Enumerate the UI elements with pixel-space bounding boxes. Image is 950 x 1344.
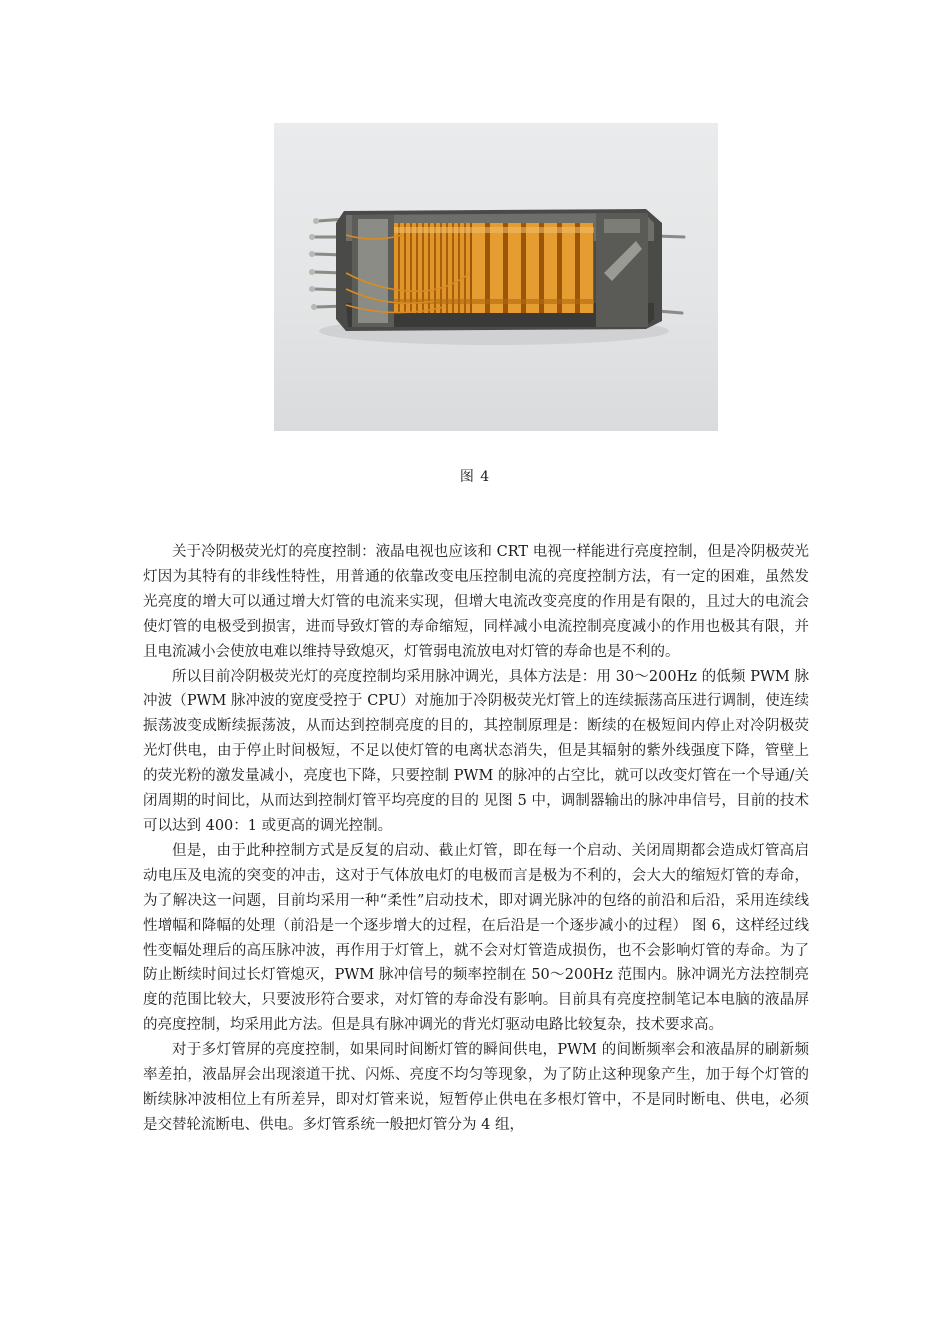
article-body xyxy=(143,540,809,1138)
paragraph: 对于多灯管屏的亮度控制，如果同时间断灯管的瞬间供电，PWM 的间断频率会和液晶屏的刷新频率差拍，液晶屏会出现滚道干扰、闪烁、亮度不均匀等现象，为了防止这种现象产生，加于每个灯管的断续脉冲波相位上有所差异，即对灯管来说，短暂停止供电在多根灯管中，不是同时断电、供电，必须是交替轮流断电、供电。多灯管系统一般把灯管分为 4 组， xyxy=(143,1042,809,1133)
paragraph: 但是，由于此种控制方式是反复的启动、截止灯管，即在每一个启动、关闭周期都会造成灯管高启动电压及电流的突变的冲击，这对于气体放电灯的电极而言是极为不利的，会大大的缩短灯管的寿命，为了解决这一问题，目前均采用一种“柔性”启动技术，即对调光脉冲的包络的前沿和后沿，采用连续线性增幅和降幅的处理（前沿是一个逐步增大的过程，在后沿是一个逐步减小的过程） 图 6，这样经过线性变幅处理后的高压脉冲波，再作用于灯管上，就不会对灯管造成损伤，也不会影响灯管的寿命。为了防止断续时间过长灯管熄灭，PWM 脉冲信号的频率控制在 50～200Hz 范围内。脉冲调光方法控制亮度的范围比较大，只要波形符合要求，对灯管的寿命没有影响。目前具有亮度控制笔记本电脑的液晶屏的亮度控制，均采用此方法。但是具有脉冲调光的背光灯驱动电路比较复杂，技术要求高。 xyxy=(143,842,809,1034)
paragraph: 所以目前冷阴极荧光灯的亮度控制均采用脉冲调光，具体方法是：用 30～200Hz 的低频 PWM 脉冲波（PWM 脉冲波的宽度受控于 CPU）对施加于冷阴极荧光灯管上的连续振荡高压进行调制，使连续振荡波变成断续振荡波，从而达到控制亮度的目的，其控制原理是：断续的在极短间内停止对冷阴极荧光灯供电，由于停止时间极短，不足以使灯管的电离状态消失，但是其辐射的紫外线强度下降，管壁上的荧光粉的激发量减小，亮度也下降，只要控制 PWM 的脉冲的占空比，就可以改变灯管在一个导通/关闭周期的时间比，从而达到控制灯管平均亮度的目的 见图 5 中，调制器输出的脉冲串信号，目前的技术可以达到 400：1 或更高的调光控制。 xyxy=(143,668,809,834)
transformer-photo xyxy=(274,123,718,431)
paragraph: 关于冷阴极荧光灯的亮度控制：液晶电视也应该和 CRT 电视一样能进行亮度控制，但是冷阴极荧光灯因为其特有的非线性特性，用普通的依靠改变电压控制电流的亮度控制方法，有一定的困难，虽然发光亮度的增大可以通过增大灯管的电流来实现，但增大电流改变亮度的作用是有限的，且过大的电流会使灯管的电极受到损害，进而导致灯管的寿命缩短，同样减小电流控制亮度减小的作用也极其有限，并且电流减小会使放电难以维持导致熄灭，灯管弱电流放电对灯管的寿命也是不利的。 xyxy=(143,544,809,660)
figure-caption: 图 4 xyxy=(459,469,491,485)
